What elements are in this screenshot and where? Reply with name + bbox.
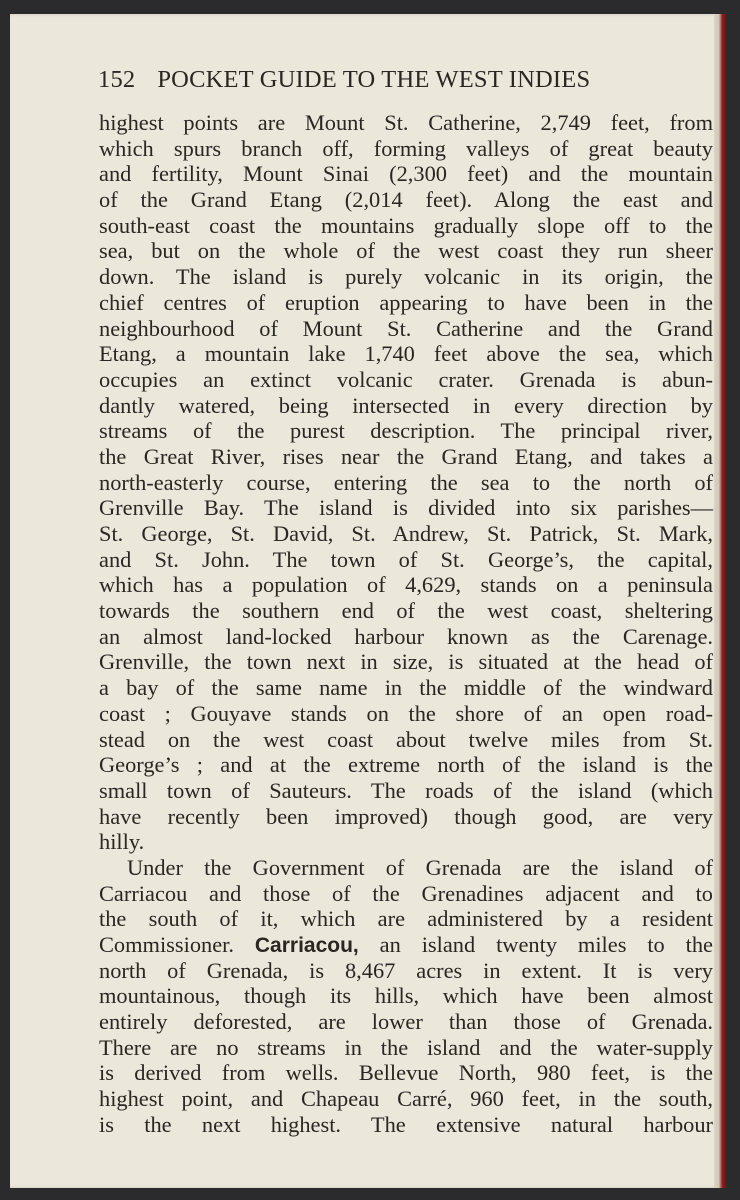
text-line: mountainous, though its hills, which have been almost xyxy=(99,983,713,1009)
text-line: occupies an extinct volcanic crater. Grenada is abun- xyxy=(99,366,713,392)
running-title: POCKET GUIDE TO THE WEST INDIES xyxy=(157,66,591,93)
text-line: towards the southern end of the west coast, sheltering xyxy=(99,598,713,624)
text-line: of the Grand Etang (2,014 feet). Along the east and xyxy=(99,187,713,213)
body-text xyxy=(99,110,713,1138)
text-line: north-easterly course, entering the sea to the north of xyxy=(99,469,713,495)
text-line: Etang, a mountain lake 1,740 feet above the sea, which xyxy=(99,341,713,367)
text-line: St. George, St. David, St. Andrew, St. Patrick, St. Mark, xyxy=(99,521,713,546)
running-header xyxy=(98,66,714,94)
text-line: highest point, and Chapeau Carré, 960 feet, in the south, xyxy=(99,1086,713,1112)
text-line: stead on the west coast about twelve miles from St. xyxy=(99,726,713,752)
text-line: south-east coast the mountains gradually slope off to the xyxy=(99,212,713,238)
text-line: down. The island is purely volcanic in its origin, the xyxy=(99,264,713,290)
text-line: the Great River, rises near the Grand Etang, and takes a xyxy=(99,443,713,469)
text-line: hilly. xyxy=(99,829,145,855)
text-line: which has a population of 4,629, stands on a peninsula xyxy=(99,572,713,598)
text-line: which spurs branch off, forming valleys of great beauty xyxy=(99,135,713,161)
text-line: and St. John. The town of St. George’s, the capital, xyxy=(99,546,713,572)
text-line: have recently been improved) though good, are very xyxy=(99,803,713,829)
text-line: There are no streams in the island and the water-supply xyxy=(99,1034,713,1060)
text-line: streams of the purest description. The principal river, xyxy=(99,418,713,444)
page-number: 152 xyxy=(98,66,136,93)
text-line: is the next highest. The extensive natural harbour xyxy=(99,1111,713,1137)
page-edge xyxy=(714,14,726,1188)
text-line: small town of Sauteurs. The roads of the island (which xyxy=(99,777,713,803)
text-line: an almost land-locked harbour known as the Carenage. xyxy=(99,623,713,649)
text-line: George’s ; and at the extreme north of the island is the xyxy=(99,752,713,778)
text-line xyxy=(99,932,713,958)
text-line: Grenville, the town next in size, is situated at the head of xyxy=(99,649,713,675)
text-run: an island twenty miles to the xyxy=(358,932,713,957)
text-line: dantly watered, being intersected in every direction by xyxy=(99,392,713,418)
text-line: Under the Government of Grenada are the island of xyxy=(127,854,713,880)
paragraph-2 xyxy=(99,855,713,1138)
text-line: is derived from wells. Bellevue North, 980 feet, is the xyxy=(99,1060,713,1086)
book-page xyxy=(10,14,726,1188)
paragraph-1 xyxy=(99,110,713,855)
text-line: neighbourhood of Mount St. Catherine and the Grand xyxy=(99,315,713,341)
text-line: and fertility, Mount Sinai (2,300 feet) and the mountain xyxy=(99,161,713,187)
text-line: the south of it, which are administered by a resident xyxy=(99,906,713,932)
text-run: Commissioner. xyxy=(99,932,255,957)
text-line: north of Grenada, is 8,467 acres in extent. It is very xyxy=(99,957,713,983)
text-line: a bay of the same name in the middle of the windward xyxy=(99,675,713,701)
text-line: Carriacou and those of the Grenadines adjacent and to xyxy=(99,880,713,906)
text-line: coast ; Gouyave stands on the shore of an open road- xyxy=(99,700,713,726)
text-line: Grenville Bay. The island is divided into six parishes— xyxy=(99,495,713,521)
text-line: chief centres of eruption appearing to have been in the xyxy=(99,289,713,315)
text-line: sea, but on the whole of the west coast they run sheer xyxy=(99,238,713,264)
text-line: entirely deforested, are lower than those of Grenada. xyxy=(99,1009,713,1035)
text-line: highest points are Mount St. Catherine, 2,749 feet, from xyxy=(99,110,713,135)
bold-term-carriacou: Carriacou, xyxy=(254,934,359,957)
